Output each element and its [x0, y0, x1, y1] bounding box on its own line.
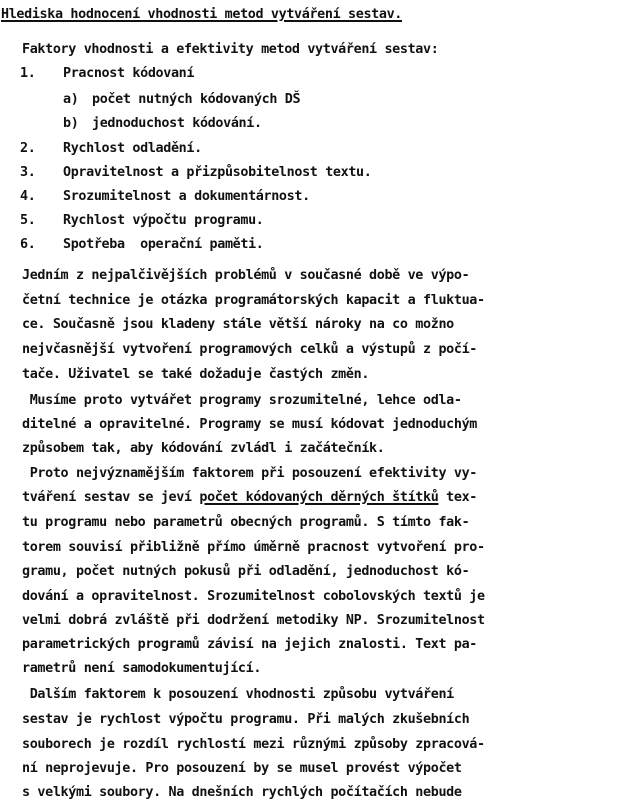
list-item-text: Rychlost odladění.: [63, 141, 202, 156]
list-item-text: Rychlost výpočtu programu.: [63, 213, 264, 228]
sub-item-text: jednoduchost kódování.: [92, 116, 262, 131]
text-line: sestav je rychlost výpočtu programu. Při malých zkušebních: [22, 712, 470, 727]
text-line: ditelné a opravitelné. Programy se musí kódovat jednoduchým: [22, 417, 477, 432]
text-line: ní neprojevuje. Pro posouzení by se musel provést výpočet: [22, 761, 462, 776]
list-item-number: 6.: [20, 237, 36, 252]
list-item-number: 3.: [20, 165, 36, 180]
text-line: tače. Uživatel se také dožaduje častých změn.: [22, 367, 370, 382]
text-line: parametrických programů závisí na jejich znalosti. Text pa-: [22, 637, 477, 652]
page-title: Hlediska hodnocení vhodnosti metod vytváření sestav.: [1, 7, 403, 22]
text-line: Jedním z nejpalčivějších problémů v současné době ve výpo-: [22, 268, 470, 283]
text-line: velmi dobrá zvláště při dodržení metodiky NP. Srozumitelnost: [22, 613, 485, 628]
list-item-number: 5.: [20, 213, 36, 228]
text-line: torem souvisí přibližně přímo úměrně pracnost vytvoření pro-: [22, 540, 485, 555]
sub-item-label: a): [63, 92, 79, 107]
text-line: nejvčasnější vytvoření programových celků a výstupů z počí-: [22, 342, 477, 357]
text-line: rametrů není samodokumentující.: [22, 661, 262, 676]
list-item-number: 1.: [20, 66, 36, 81]
text-line: Proto nejvýznamějším faktorem při posouzení efektivity vy-: [22, 466, 477, 481]
text-line: četní technice je otázka programátorských kapacit a fluktua-: [22, 293, 485, 308]
text-line: ce. Současně jsou kladeny stále větší nároky na co možno: [22, 317, 454, 332]
list-item-number: 2.: [20, 141, 36, 156]
underlined-key-phrase: počet kódovaných děrných štítků: [199, 490, 439, 505]
text-line: tu programu nebo parametrů obecných programů. S tímto fak-: [22, 515, 470, 530]
sub-item-label: b): [63, 116, 79, 131]
list-item-text: Spotřeba operační paměti.: [63, 237, 264, 252]
sub-item-text: počet nutných kódovaných DŠ: [92, 92, 301, 107]
list-item-text: Opravitelnost a přizpůsobitelnost textu.: [63, 165, 372, 180]
text-line: Dalším faktorem k posouzení vhodnosti způsobu vytváření: [22, 687, 454, 702]
text-line: s velkými soubory. Na dnešních rychlých počítačích nebude: [22, 785, 462, 800]
text-line: dování a opravitelnost. Srozumitelnost cobolovských textů je: [22, 589, 485, 604]
list-item-text: Srozumitelnost a dokumentárnost.: [63, 189, 310, 204]
text-fragment: tex-: [438, 490, 478, 505]
list-item-number: 4.: [20, 189, 36, 204]
text-line: Musíme proto vytvářet programy srozumitelné, lehce odla-: [22, 393, 462, 408]
factors-intro: Faktory vhodnosti a efektivity metod vytváření sestav:: [22, 42, 439, 57]
text-line: souborech je rozdíl rychlostí mezi různými způsoby zpracová-: [22, 737, 485, 752]
text-line: gramu, počet nutných pokusů při odladění, jednoduchost kó-: [22, 564, 470, 579]
text-fragment: tváření sestav se jeví: [22, 490, 200, 505]
list-item-text: Pracnost kódovaní: [63, 66, 195, 81]
text-line: způsobem tak, aby kódování zvládl i začátečník.: [22, 441, 385, 456]
text-line: [22, 489, 477, 507]
